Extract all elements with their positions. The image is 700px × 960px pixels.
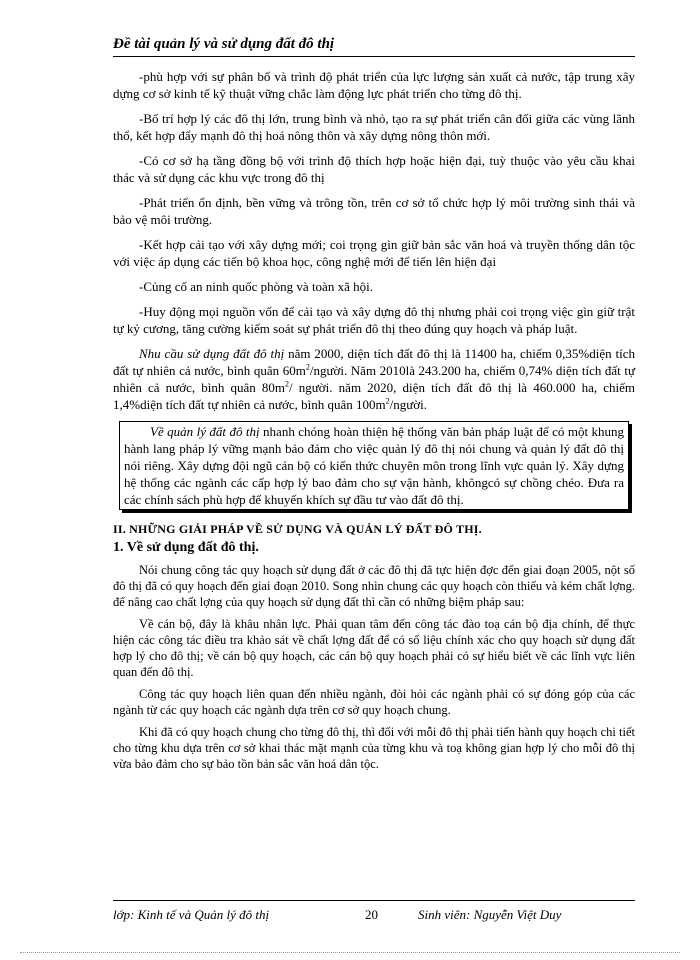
demand-sup-3: 2: [385, 396, 390, 406]
footer-class: lớp: Kinh tế và Quản lý đô thị: [113, 907, 270, 922]
section-paragraph-3: Công tác quy hoạch liên quan đến nhiều ngành, đòi hỏi các ngành phải có sự đóng góp của các ngành từ các quy hoạch các ngành dựa trên cơ sở quy hoạch chung.: [113, 687, 635, 717]
paragraph-2: -Bố trí hợp lý các đô thị lớn, trung bình và nhỏ, tạo ra sự phát triển cân đối giữa các vùng lãnh thổ, kết hợp đẩy mạnh đô thị hoá nông thôn và xây dựng nông thôn mới.: [113, 111, 635, 143]
paragraph-7: -Huy động mọi nguồn vốn để cải tạo và xây dựng đô thị nhưng phải coi trọng việc gìn giữ trật tự kỷ cương, tăng cường kiểm soát sự phát triển đô thị theo đúng quy hoạch và pháp luật.: [113, 304, 635, 336]
document-body: [113, 68, 635, 778]
management-paragraph: [119, 421, 629, 510]
page-number: 20: [365, 907, 378, 922]
demand-text-4: /người.: [389, 397, 428, 412]
paragraph-5: -Kết hợp cải tạo với xây dựng mới; coi trọng gìn giữ bản sắc văn hoá và truyền thống dân tộc với việc áp dụng các tiến bộ khoa học, công nghệ mới để tiến lên hiện đại: [113, 237, 635, 269]
page-header: Đề tài quản lý và sử dụng đất đô thị: [113, 36, 635, 57]
paragraph-3: -Có cơ sở hạ tầng đồng bộ với trình độ thích hợp hoặc hiện đại, tuỳ thuộc vào yêu cầu khai thác và sử dụng các khu vực trong đô thị: [113, 153, 635, 185]
demand-sup-1: 2: [305, 362, 310, 372]
paragraph-4: -Phát triển ổn định, bền vững và trông tồn, trên cơ sở tổ chức hợp lý môi trường sinh thái và bảo vệ môi trường.: [113, 195, 635, 227]
section-heading: II. NHỮNG GIẢI PHÁP VỀ SỬ DỤNG VÀ QUẢN LÝ ĐẤT ĐÔ THỊ.: [113, 522, 482, 536]
demand-paragraph: [113, 345, 635, 413]
demand-text-3: / người. năm 2020, diện tích đất đô thị là 460.000 ha, chiếm 1,4%diện tích đất tự nhiên cả nước, bình quân 100m: [113, 380, 635, 412]
paragraph-1: -phù hợp với sự phân bố và trình độ phát triển của lực lượng sản xuất cả nước, tập trung xây dựng cơ sở kinh tế kỹ thuật vững chắc làm động lực phát triển cho từng đô thị.: [113, 69, 635, 101]
footer-student: Sinh viên: Nguyễn Việt Duy: [418, 907, 562, 922]
section-paragraph-4: Khi đã có quy hoạch chung cho từng đô thị, thì đối với mỗi đô thị phải tiến hành quy hoạch chi tiết cho từng khu dựa trên cơ sở khai thác mặt mạnh của từng khu và toạ không gian hợp lý cho mỗi đô thị vừa bảo đảm cho sự bảo tồn bản sắc văn hoá dân tộc.: [113, 725, 635, 771]
sub-heading: 1. Về sử dụng đất đô thị.: [113, 540, 259, 555]
demand-text-2: /người. Năm 2010là 243.200 ha, chiếm 0,74% diện tích đất tự nhiên cả nước, bình quân 80m: [113, 363, 635, 395]
demand-sup-2: 2: [285, 379, 290, 389]
page-break-line: [20, 952, 680, 953]
demand-lead: Nhu cầu sử dụng đất đô thị: [139, 346, 285, 361]
section-paragraph-2: Về cán bộ, đây là khâu nhân lực. Phải quan tâm đến công tác đào toạ cán bộ địa chính, để thực hiện các công tác điều tra khảo sát về chất lợng đất để có số liệu chính xác cho quy hoạch sử dụng đất hợp lý cho đô thị; về cán bộ quy hoạch, các cán bộ quy hoạch phải có sự hiểu biết về các lĩnh vực liên quan đến đô thị.: [113, 617, 635, 679]
management-text: nhanh chóng hoàn thiện hệ thống văn bản pháp luật để có một khung hành lang pháp lý vững mạnh bảo đảm cho việc quản lý đô thị nói chung và quản lý đất đô thị nói riêng. Xây dựng đội ngũ cán bộ có kiến thức chuyên môn trong lĩnh vực quản lý. Xây dựng hệ thống các ngành các cấp hợp lý bao đảm cho sự vận hành, khôngcó sự chồng chéo. Đưa ra các chính sách phù hợp để khuyến khích sự đầu tư vào đất đô thị.: [124, 424, 624, 507]
demand-text-1: năm 2000, diện tích đất đô thị là 11400 ha, chiếm 0,35%diện tích đất tự nhiên cả nước, bình quân 60m: [113, 346, 635, 378]
page-footer: [113, 900, 635, 926]
section-paragraph-1: Nói chung công tác quy hoạch sử dụng đất ở các đô thị đã tực hiện đợc đến giai đoạn 2005, nột số đô thị đã có quy hoạch đến giai đoạn 2010. Song nhìn chung các quy hoạch còn thiếu và kém chất lợng. để nâng cao chất lợng của quy hoạch sử dụng đất thì cần có những biệm pháp sau:: [113, 563, 635, 609]
management-lead: Về quản lý đất đô thị: [150, 424, 260, 439]
paragraph-6: -Củng cố an ninh quốc phòng và toàn xã hội.: [139, 279, 373, 294]
